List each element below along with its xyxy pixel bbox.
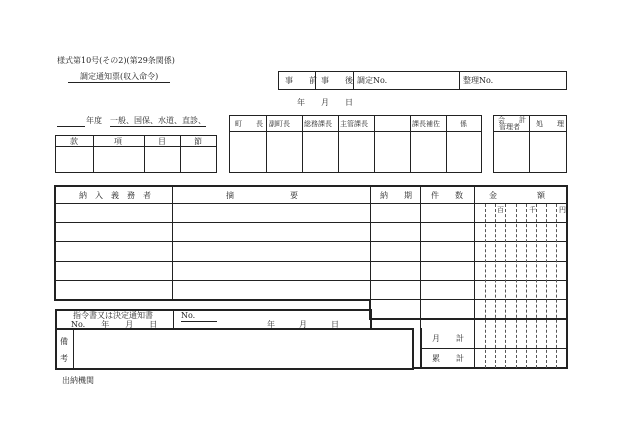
remarks-bi: 備 — [60, 337, 68, 346]
approval-somu: 総務課長 — [304, 120, 332, 128]
approval-hosa: 課長補佐 — [412, 120, 440, 128]
pre-post-box — [278, 71, 567, 90]
order-no-date: No. 年 月 日 — [71, 320, 158, 329]
header-summary: 摘 要 — [226, 191, 298, 200]
budget-box — [55, 135, 217, 173]
approval-kakari: 係 — [460, 120, 467, 128]
monthly-total: 月 計 — [432, 334, 464, 343]
chotei-no-label: 調定No. — [357, 76, 388, 85]
shori-label: 処 理 — [536, 120, 564, 128]
header-amount: 金 額 — [489, 191, 545, 200]
approval-cho: 町 長 — [235, 120, 263, 128]
accounting-box — [493, 115, 567, 173]
order-no: No. — [181, 311, 217, 322]
jizen-label: 事 前 — [285, 76, 317, 85]
order-date2: 年 月 日 — [267, 320, 339, 329]
jigo-label: 事 後 — [321, 76, 353, 85]
header-count: 件 数 — [431, 191, 463, 200]
form-title: 調定通知票(収入命令) — [68, 72, 170, 83]
header-payer: 納 入 義 務 者 — [79, 191, 151, 200]
kan-label: 款 — [70, 137, 78, 146]
form-number: 様式第10号(その2)(第29条関係) — [57, 56, 175, 65]
seiri-no-label: 整理No. — [463, 76, 494, 85]
nendo-label: 年度 — [86, 116, 102, 125]
approval-box — [229, 115, 482, 173]
setsu-label: 節 — [194, 137, 202, 146]
kanrisha-label: 管理者 — [499, 123, 520, 131]
remarks-box — [55, 328, 414, 370]
office-label: 出納機関 — [62, 376, 94, 385]
unit-en: 円 — [559, 206, 566, 214]
approval-shukan: 主管課長 — [340, 120, 368, 128]
header-due: 納 期 — [380, 191, 412, 200]
kaikei-label: 会 計 — [498, 116, 526, 124]
unit-hyaku: 百 — [497, 206, 504, 214]
moku-label: 目 — [158, 137, 166, 146]
accounts-label: 一般、国保、水道、直診、 — [110, 116, 206, 125]
date-line: 年 月 日 — [297, 98, 353, 107]
order-box — [55, 309, 372, 330]
approval-fukucho: 副町長 — [269, 120, 290, 128]
remarks-ko: 考 — [60, 354, 68, 363]
order-title: 指令書又は決定通知書 — [73, 311, 153, 320]
cumulative-total: 累 計 — [432, 354, 464, 363]
ko-label: 項 — [114, 137, 122, 146]
unit-sen: 千 — [529, 206, 536, 214]
